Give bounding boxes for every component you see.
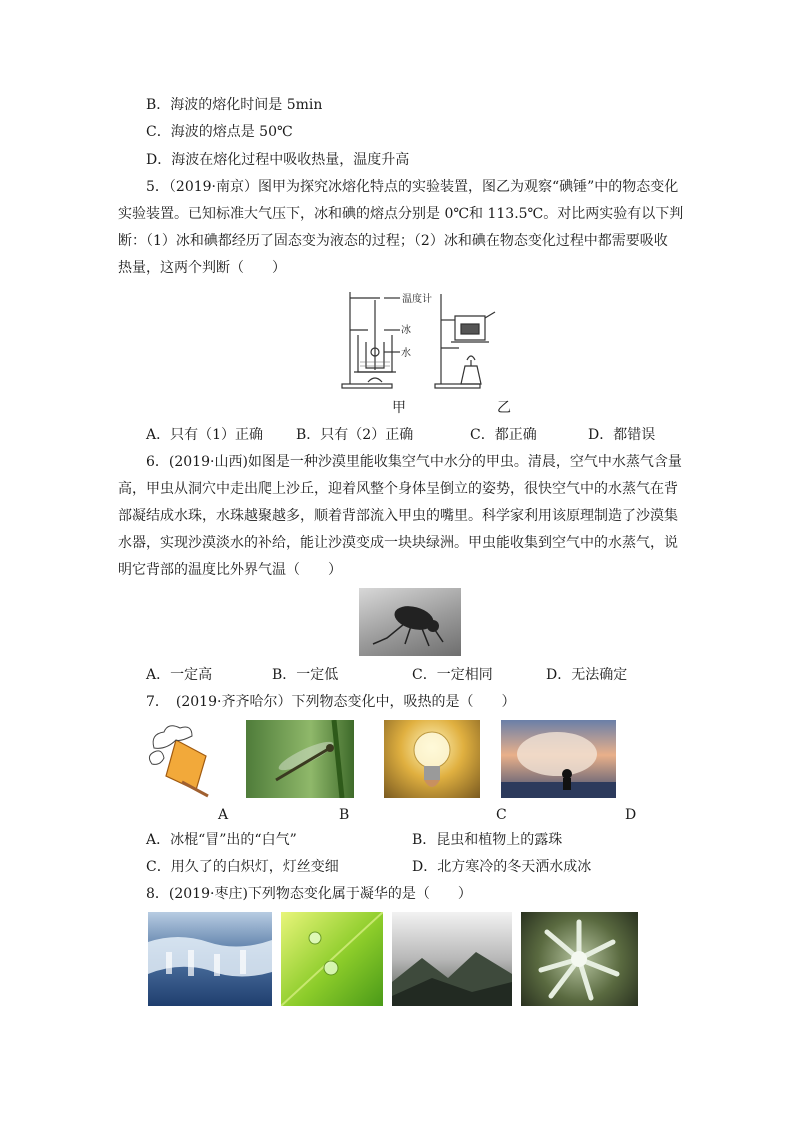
q6-option-c: C．一定相同 bbox=[412, 667, 493, 683]
q5-option-a: A．只有（1）正确 bbox=[146, 427, 264, 443]
q6-stem-line: 部凝结成水珠，水珠越聚越多，顺着背部流入甲虫的嘴里。科学家利用该原理制造了沙漠集 bbox=[118, 508, 678, 524]
misty-mountains-image bbox=[392, 912, 512, 1006]
water-freezing-image bbox=[501, 720, 616, 798]
figure-yi-caption: 乙 bbox=[497, 400, 511, 416]
q7-option-d: D．北方寒冷的冬天洒水成冰 bbox=[412, 859, 592, 875]
q5-stem-line: 热量，这两个判断（ ） bbox=[118, 260, 286, 276]
q6-option-a: A．一定高 bbox=[146, 667, 213, 683]
icicles-image bbox=[148, 912, 272, 1006]
q4-option-b: B．海波的熔化时间是 5min bbox=[146, 97, 323, 113]
q6-stem-line: 高，甲虫从洞穴中走出爬上沙丘，迎着风整个身体呈倒立的姿势，很快空气中的水蒸气在背 bbox=[118, 481, 678, 497]
dragonfly-image bbox=[246, 720, 354, 798]
frost-plant-image bbox=[521, 912, 638, 1006]
ice-label: 冰 bbox=[401, 325, 411, 336]
q5-stem-line: 断：（1）冰和碘都经历了固态变为液态的过程；（2）冰和碘在物态变化过程中都需要吸收 bbox=[118, 233, 668, 249]
q7-stem: 7． (2019·齐齐哈尔）下列物态变化中，吸热的是（ ） bbox=[146, 694, 516, 710]
figure-jia-caption: 甲 bbox=[392, 400, 406, 416]
q7-option-a: A．冰棍“冒”出的“白气” bbox=[146, 832, 297, 848]
q7-image-label-b: B bbox=[339, 807, 350, 823]
q5-option-b: B．只有（2）正确 bbox=[296, 427, 414, 443]
q5-stem-line: 实验装置。已知标准大气压下，冰和碘的熔点分别是 0℃和 113.5℃。对比两实验有以下判 bbox=[118, 206, 684, 222]
q7-image-label-c: C bbox=[496, 807, 507, 823]
q7-option-c: C．用久了的白炽灯，灯丝变细 bbox=[146, 859, 339, 875]
q7-option-b: B．昆虫和植物上的露珠 bbox=[412, 832, 563, 848]
q4-option-d: D．海波在熔化过程中吸收热量，温度升高 bbox=[146, 152, 410, 168]
q7-image-label-d: D bbox=[625, 807, 637, 823]
q8-stem: 8．(2019·枣庄)下列物态变化属于凝华的是（ ） bbox=[146, 886, 472, 902]
q5-option-c: C．都正确 bbox=[470, 427, 537, 443]
q6-option-b: B．一定低 bbox=[272, 667, 339, 683]
q7-image-label-a: A bbox=[218, 807, 229, 823]
q6-option-d: D．无法确定 bbox=[546, 667, 628, 683]
q6-stem-line: 明它背部的温度比外界气温（ ） bbox=[118, 562, 342, 578]
light-bulb-image bbox=[384, 720, 480, 798]
dewdrops-leaf-image bbox=[281, 912, 383, 1006]
q5-option-d: D．都错误 bbox=[588, 427, 656, 443]
beetle-photo bbox=[359, 588, 461, 656]
water-label: 水 bbox=[401, 348, 411, 359]
q4-option-c: C．海波的熔点是 50℃ bbox=[146, 124, 293, 140]
apparatus-yi-figure bbox=[433, 290, 503, 390]
q6-stem-line: 6．(2019·山西)如图是一种沙漠里能收集空气中水分的甲虫。清晨，空气中水蒸气含量 bbox=[146, 454, 682, 470]
thermometer-label: 温度计 bbox=[402, 294, 432, 305]
q5-stem-line: 5．（2019·南京）图甲为探究冰熔化特点的实验装置，图乙为观察“碘锤”中的物态变化 bbox=[146, 179, 679, 195]
popsicle-image bbox=[146, 720, 228, 798]
q6-stem-line: 水器，实现沙漠淡水的补给，能让沙漠变成一块块绿洲。甲虫能收集到空气中的水蒸气，说 bbox=[118, 535, 678, 551]
